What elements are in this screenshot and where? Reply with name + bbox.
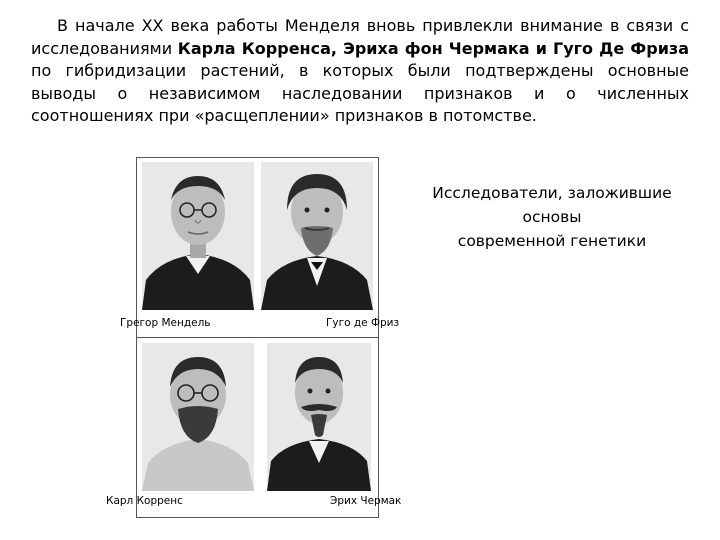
label-de-vries: Гуго де Фриз <box>326 317 400 329</box>
figure-top-border <box>136 157 379 158</box>
figure-caption <box>402 181 702 253</box>
label-correns: Карл Корренс <box>106 495 183 507</box>
intro-paragraph <box>31 15 689 128</box>
portraits-figure <box>136 157 379 518</box>
portrait-tschermak <box>267 343 371 491</box>
portrait-mendel <box>142 162 254 310</box>
figure-middle-divider <box>136 337 379 338</box>
intro-scientists: Карла Корренса, Эриха фон Чермака и Гуго Де Фриза <box>177 38 689 58</box>
caption-line-2: современной генетики <box>457 232 647 250</box>
portrait-de-vries <box>261 162 373 310</box>
intro-text-start: В начале XX века работы Менделя вновь привлекли внимание в связи с исследованиями <box>31 16 689 58</box>
label-mendel: Грегор Мендель <box>120 317 211 329</box>
label-tschermak: Эрих Чермак <box>330 495 402 507</box>
caption-line-1: Исследователи, заложившие основы <box>432 184 672 226</box>
intro-text-end: по гибридизации растений, в которых были подтверждены основные выводы о независимом наследовании признаков и о численных соотношениях при «расщеплении» признаков в потомстве. <box>31 61 689 125</box>
portrait-correns <box>142 343 254 491</box>
